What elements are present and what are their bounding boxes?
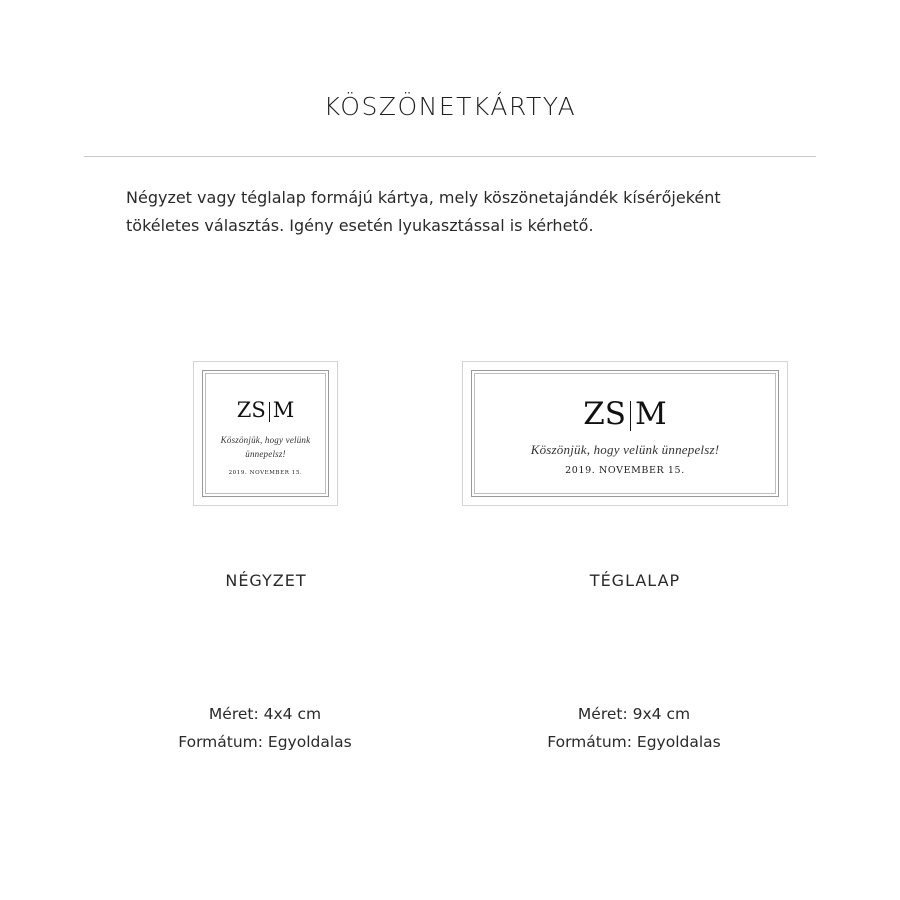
monogram-divider	[269, 402, 270, 422]
monogram-divider	[630, 401, 631, 431]
product-description: Négyzet vagy téglalap formájú kártya, mely köszönetajándék kísérőjeként tökéletes választás. Igény esetén lyukasztással is kérhető.	[126, 188, 721, 235]
rectangle-format: Formátum: Egyoldalas	[547, 733, 721, 751]
monogram-left: ZS	[236, 398, 266, 422]
monogram-left: ZS	[583, 396, 627, 432]
monogram-right: M	[272, 398, 295, 422]
monogram	[463, 396, 787, 432]
rectangle-specs	[474, 700, 794, 756]
monogram-right: M	[635, 396, 667, 432]
page-title: KÖSZÖNETKÁRTYA	[323, 92, 577, 121]
square-card-preview[interactable]	[193, 361, 338, 506]
thank-you-script	[194, 433, 337, 461]
script-line-2: ünnepelsz!	[245, 449, 286, 459]
square-label: NÉGYZET	[225, 571, 307, 590]
title-divider	[84, 156, 816, 157]
rectangle-label: TÉGLALAP	[589, 571, 681, 590]
script-line-1: Köszönjük, hogy velünk	[220, 435, 311, 445]
rectangle-card-preview[interactable]	[462, 361, 788, 506]
rectangle-size: Méret: 9x4 cm	[577, 705, 691, 723]
square-format: Formátum: Egyoldalas	[178, 733, 352, 751]
thank-you-script: Köszönjük, hogy velünk ünnepelsz!	[530, 442, 720, 457]
square-specs	[105, 700, 425, 756]
card-date: 2019. NOVEMBER 15.	[228, 470, 303, 476]
square-size: Méret: 4x4 cm	[208, 705, 322, 723]
monogram	[194, 398, 337, 422]
card-date: 2019. NOVEMBER 15.	[565, 465, 685, 476]
